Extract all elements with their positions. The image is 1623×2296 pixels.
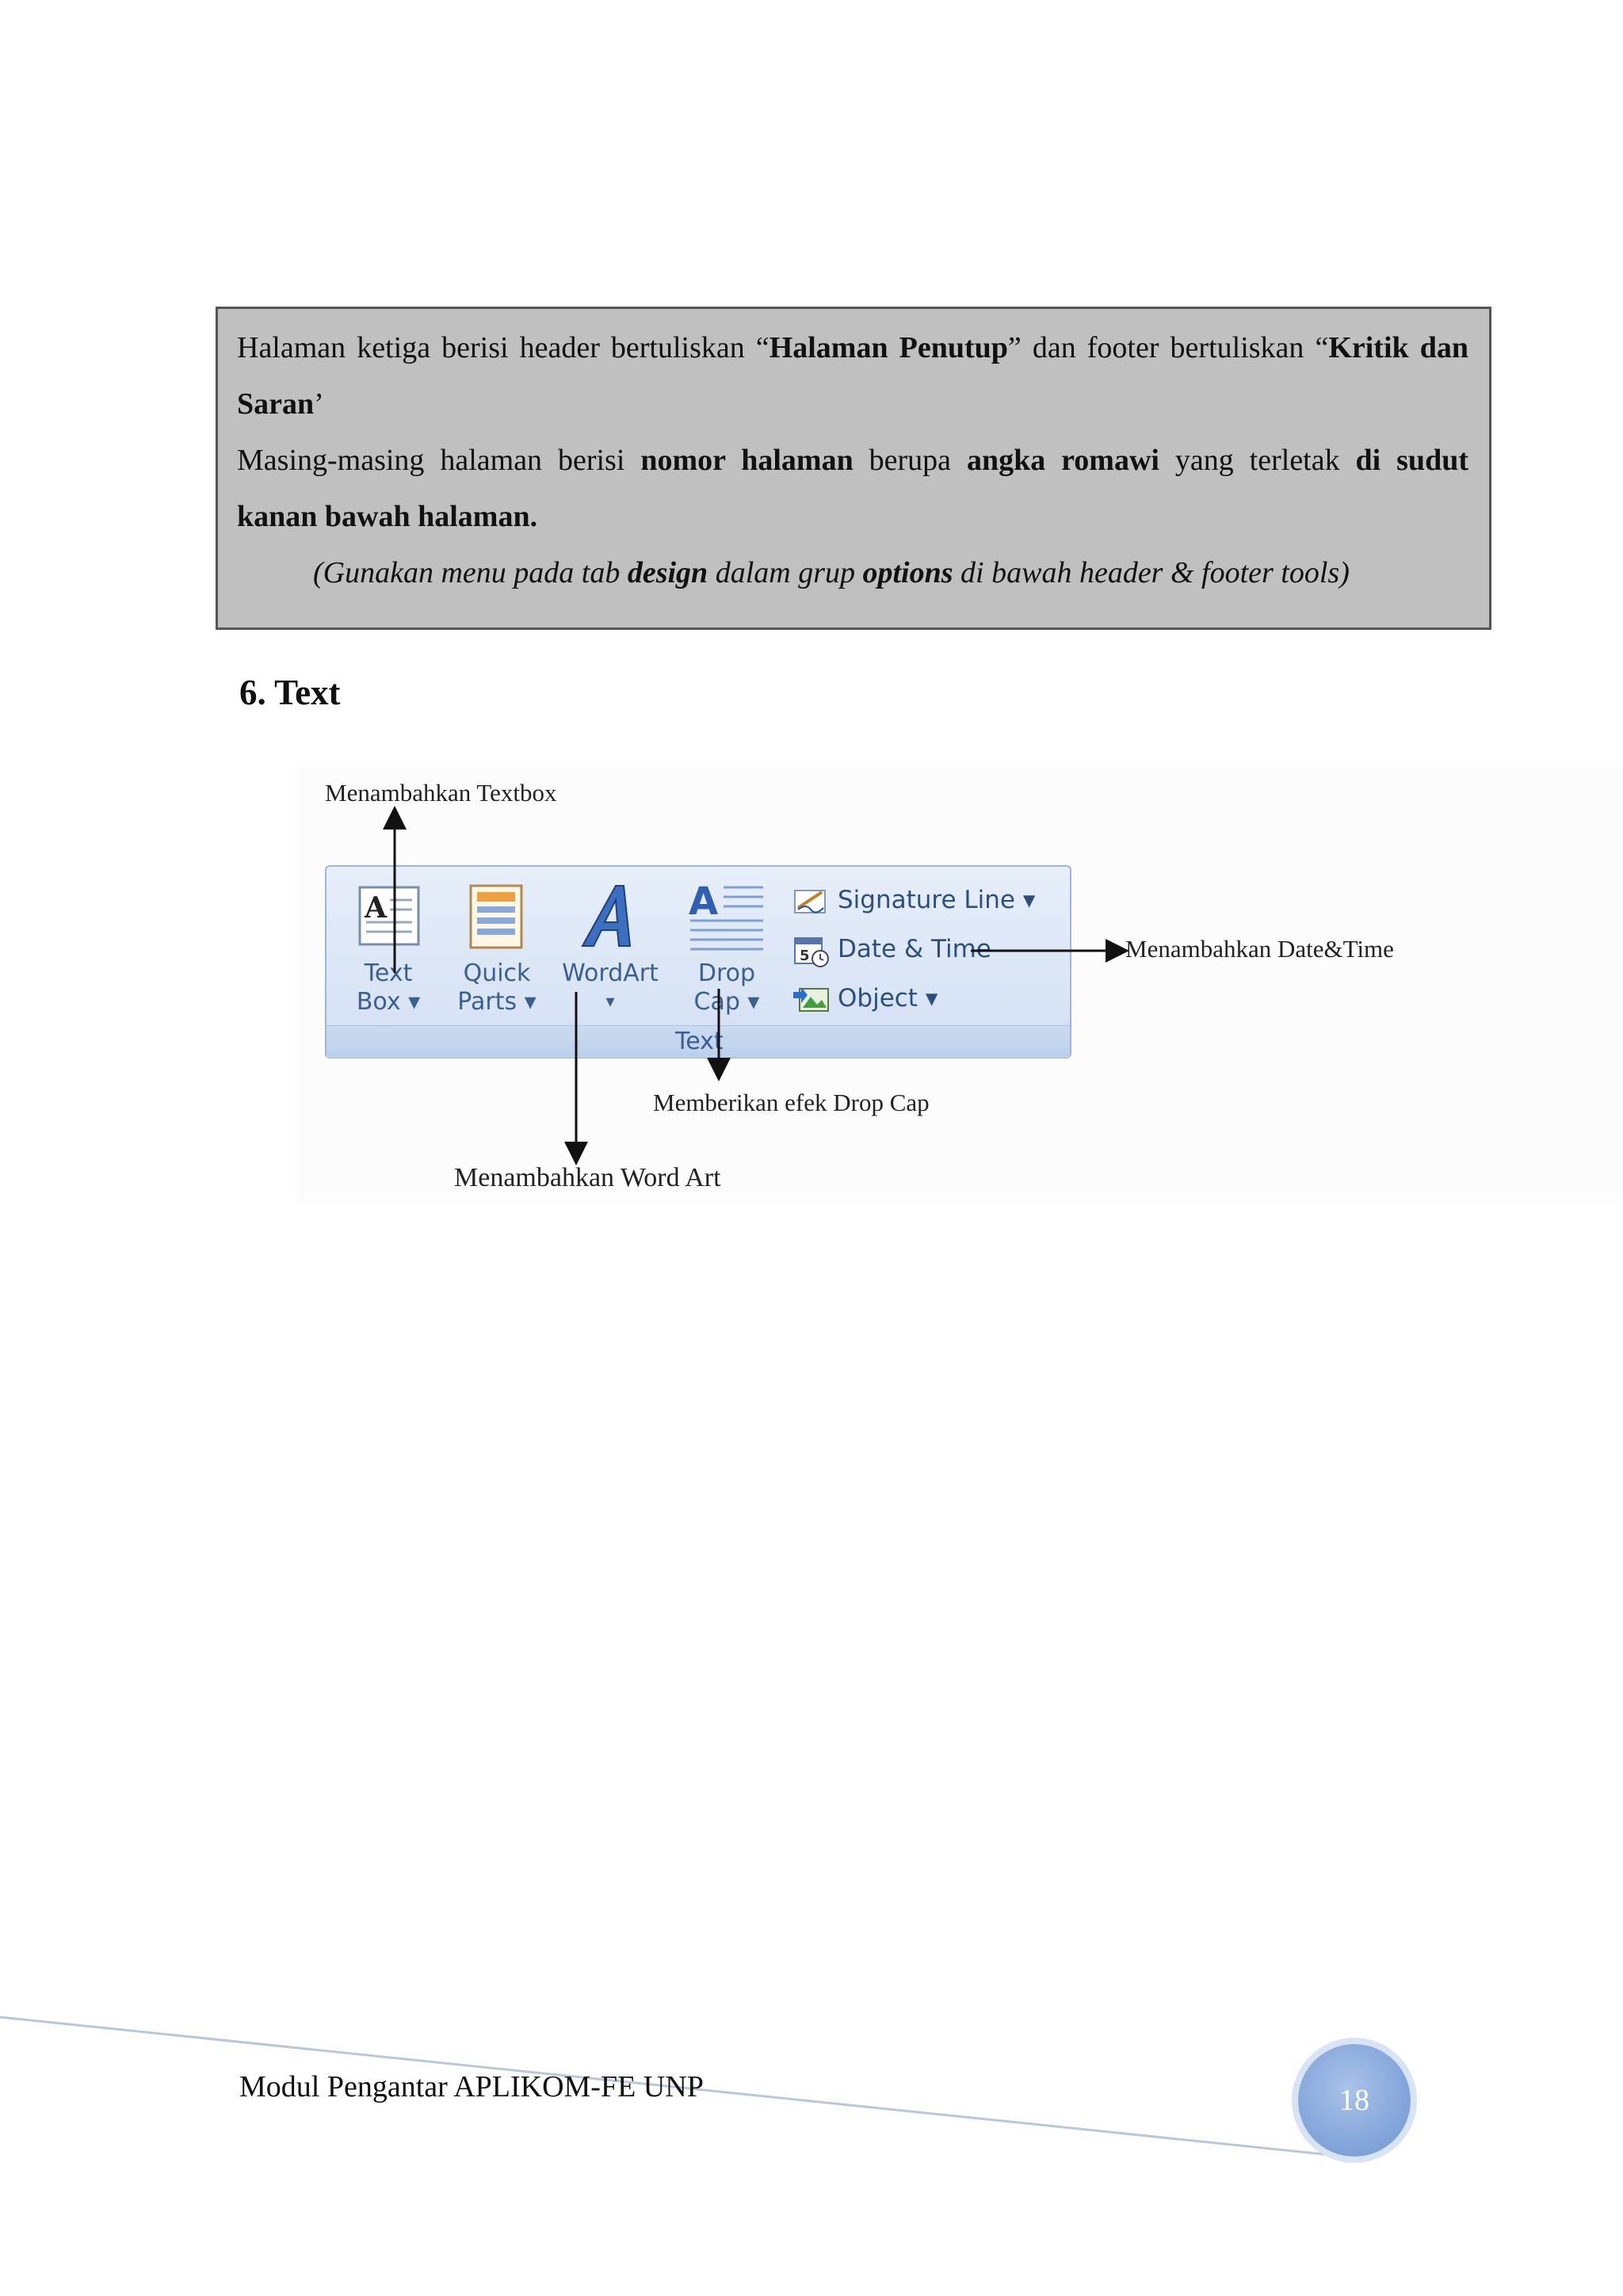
bold-text: Halaman Penutup [769,331,1008,364]
text: Masing-masing halaman berisi [237,444,641,477]
text: ’ [314,387,324,421]
bold-text: Saran [237,387,315,421]
annotation-datetime: Menambahkan Date&Time [1125,935,1394,963]
object-label: Object ▾ [838,984,938,1013]
text: berupa [853,444,967,477]
text: di bawah header & footer tools) [953,556,1350,589]
annotation-dropcap: Memberikan efek Drop Cap [653,1089,930,1116]
drop-cap-label-2: Cap ▾ [693,988,760,1016]
date-time-label: Date & Time [838,935,991,963]
bold-text: Kritik dan [1328,331,1468,364]
page-number-badge: 18 [1298,2044,1411,2157]
quick-parts-label-1: Quick [463,959,531,987]
bold-text: design [627,556,708,589]
text-box-label-2: Box ▾ [356,988,421,1016]
svg-text:A: A [365,891,387,925]
drop-cap-label-1: Drop [697,959,756,987]
quick-parts-label-2: Parts ▾ [457,988,537,1016]
bold-text: angka romawi [966,444,1159,477]
bold-text: di sudut [1355,444,1468,477]
text-box-label-1: Text [364,959,413,987]
svg-text:A: A [689,879,719,924]
footer-title: Modul Pengantar APLIKOM-FE UNP [239,2070,704,2103]
annotation-wordart: Menambahkan Word Art [454,1163,721,1192]
ribbon-group-label: Text [675,1028,724,1055]
text: dalam grup [708,556,863,589]
svg-text:5: 5 [800,948,810,964]
annotation-textbox: Menambahkan Textbox [325,779,557,807]
signature-line-label: Signature Line ▾ [838,886,1036,914]
bold-text: options [862,556,953,589]
text: ” dan footer bertuliskan “ [1007,331,1329,364]
section-heading: 6. Text [239,673,341,712]
text: yang terletak [1159,444,1356,477]
text: (Gunakan menu pada tab [313,556,628,589]
bold-text: nomor halaman [640,444,854,477]
text: Halaman ketiga berisi header bertuliskan “ [237,331,769,364]
bold-text: kanan bawah halaman. [237,500,538,533]
wordart-dropdown-arrow: ▾ [605,992,615,1012]
wordart-label: WordArt [562,959,659,987]
